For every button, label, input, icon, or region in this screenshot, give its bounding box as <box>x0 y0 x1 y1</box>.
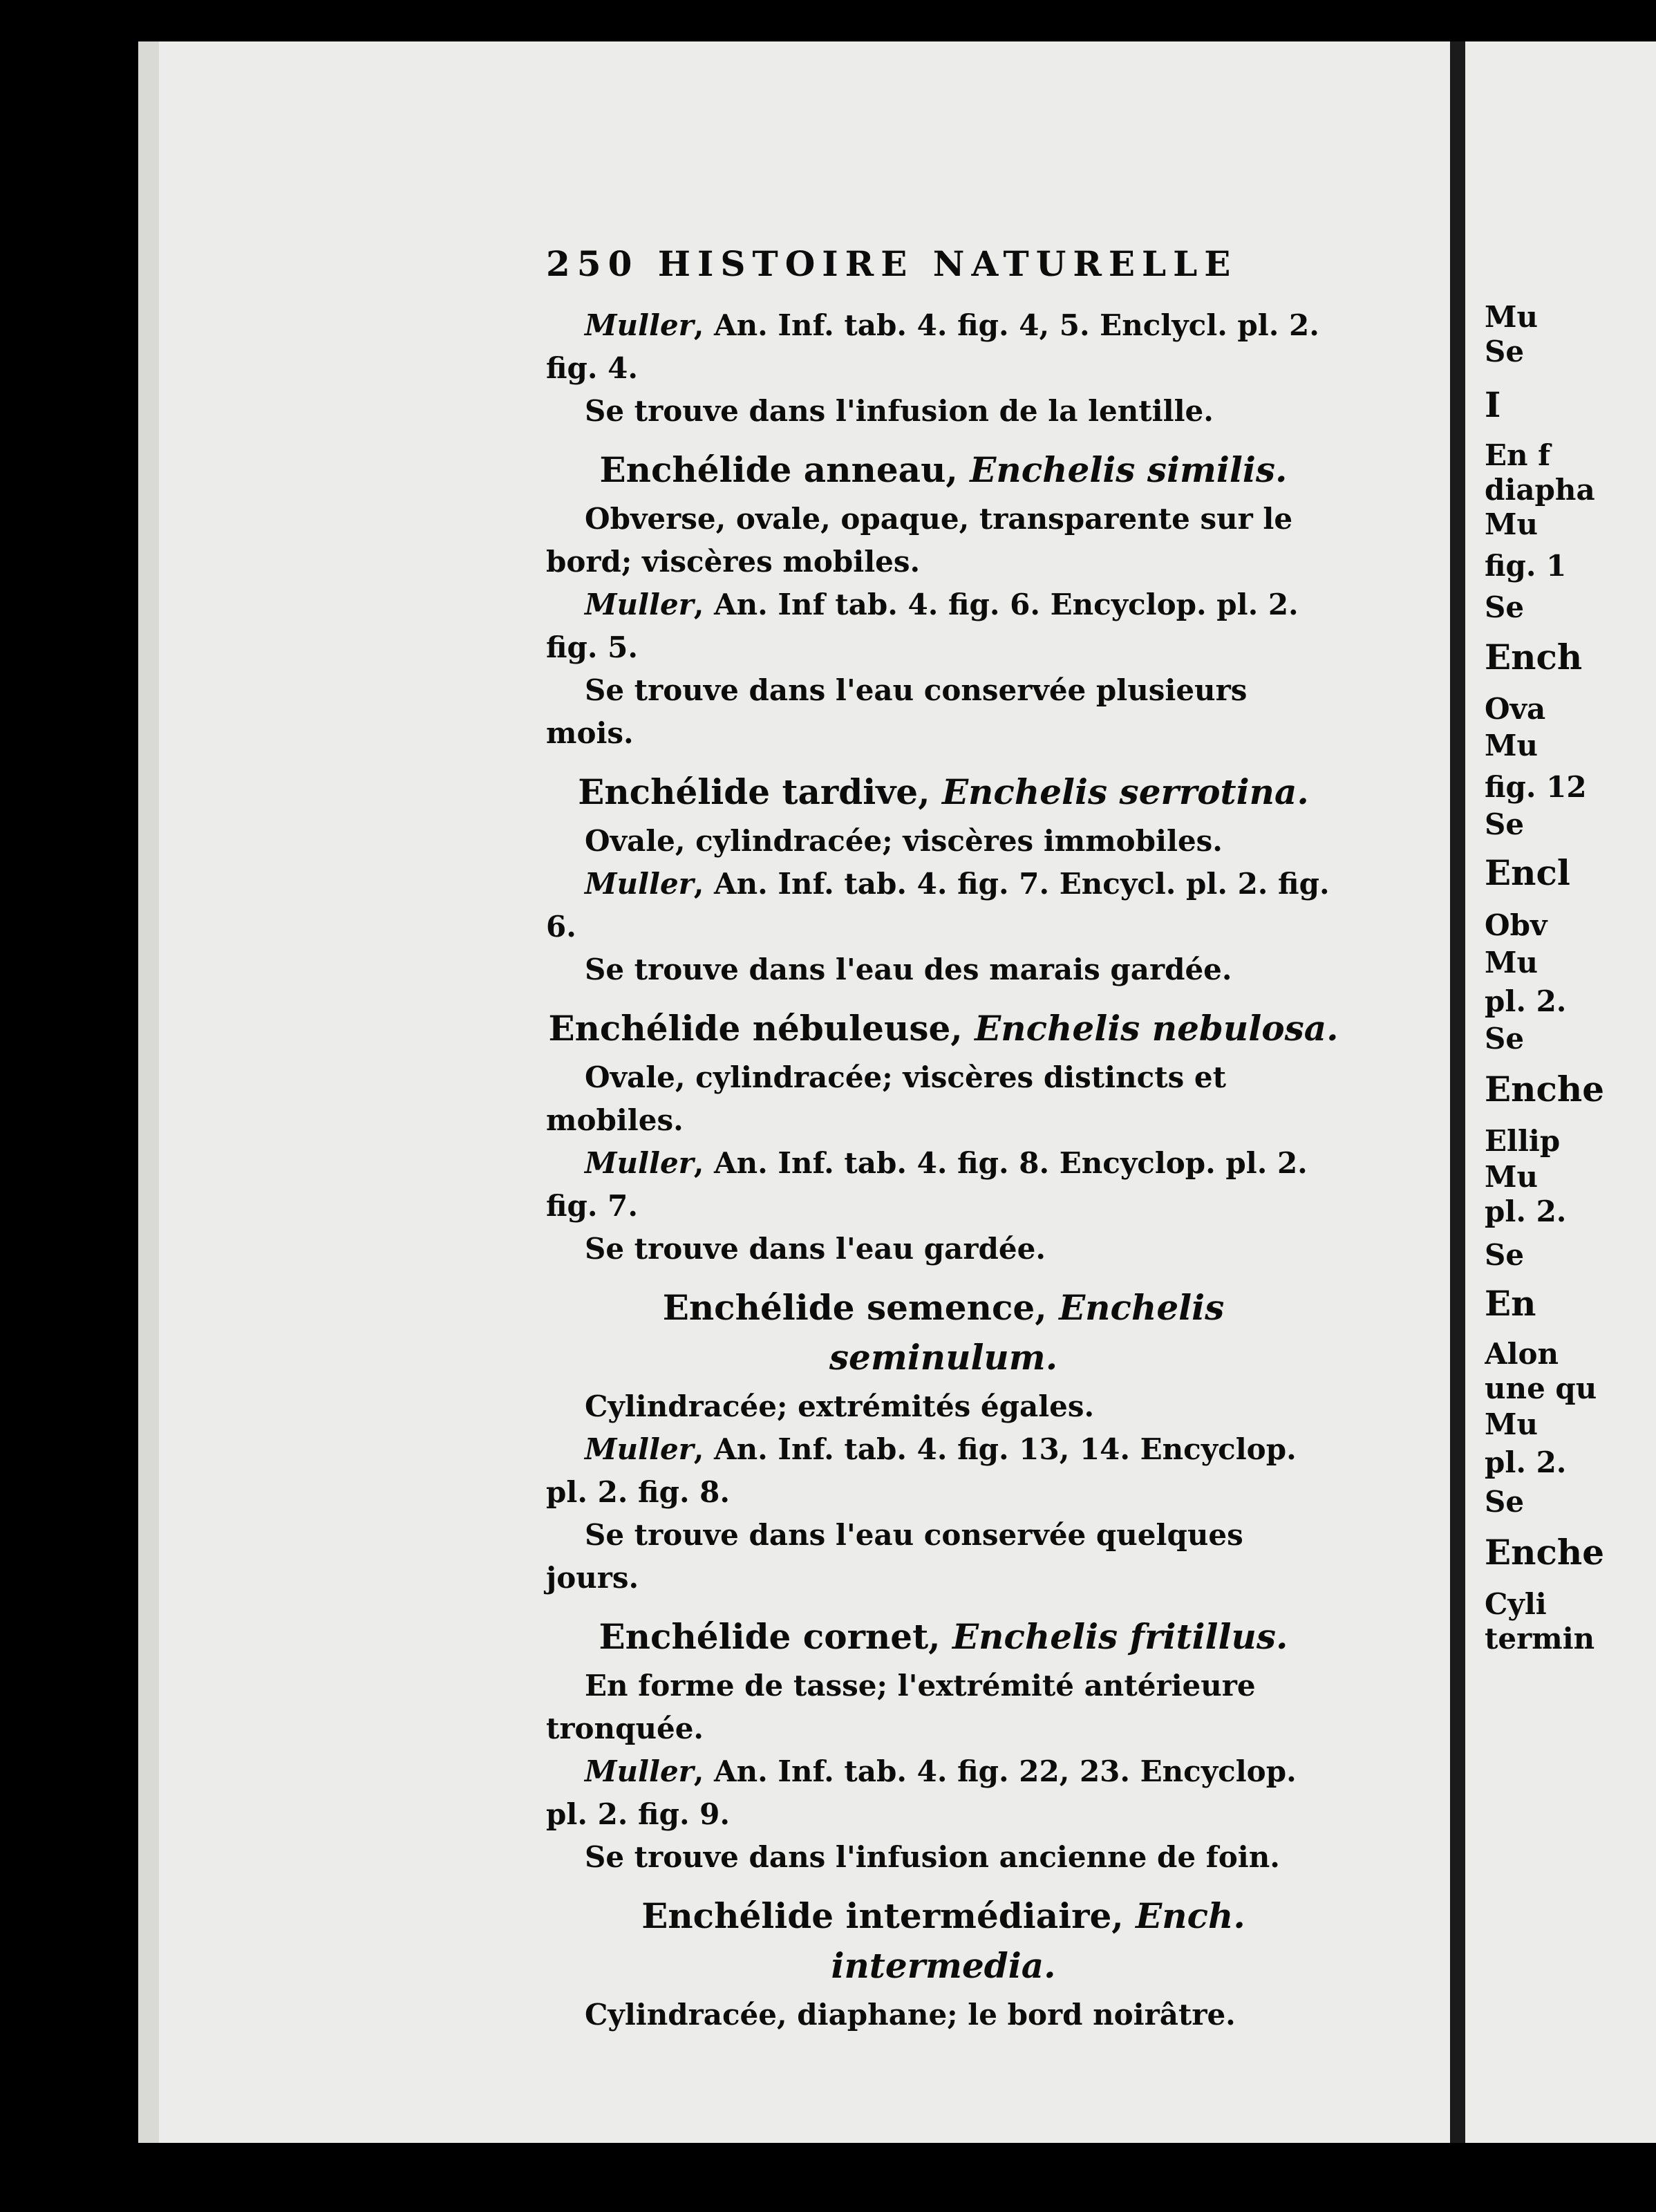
right-page-line: Encl <box>1485 852 1570 893</box>
species-heading <box>546 1612 1341 1662</box>
description: En forme de tasse; l'extrémité antérieure tronquée. <box>546 1669 1256 1745</box>
right-page-line: Enche <box>1485 1532 1605 1573</box>
reference-text: , An. Inf. tab. 4. fig. 4, 5. Enclycl. pl. 2. fig. 4. <box>546 308 1319 385</box>
latin-name: Enchelis nebulosa. <box>975 1008 1339 1049</box>
running-head <box>546 243 1237 284</box>
reference-text: , An. Inf. tab. 4. fig. 22, 23. Encyclop. pl. 2. fig. 9. <box>546 1754 1297 1831</box>
description: Ovale, cylindracée; viscères distincts et mobiles. <box>546 1060 1227 1137</box>
description: Ovale, cylindracée; viscères immobiles. <box>585 824 1223 858</box>
species-heading <box>546 1891 1341 1991</box>
habitat: Se trouve dans l'eau des marais gardée. <box>585 953 1232 986</box>
reference <box>546 583 1341 669</box>
right-page-line: Mu <box>1485 1407 1539 1441</box>
reference <box>546 304 1341 390</box>
right-page-line: termin <box>1485 1622 1595 1656</box>
right-page-line: Se <box>1485 1022 1525 1056</box>
right-page-line: Mu <box>1485 946 1539 980</box>
page-text <box>546 304 1341 2036</box>
right-page-line: Cyli <box>1485 1587 1547 1621</box>
latin-name: Enchelis similis. <box>970 449 1288 490</box>
right-page-line: En f <box>1485 438 1551 472</box>
habitat: Se trouve dans l'infusion ancienne de foin. <box>585 1840 1280 1874</box>
right-page-line: fig. 12 <box>1485 770 1587 804</box>
species-name: Enchélide anneau, <box>599 449 958 490</box>
right-page-line: pl. 2. <box>1485 984 1567 1018</box>
species-heading <box>546 1004 1341 1053</box>
right-page-line: Ench <box>1485 637 1583 677</box>
right-page-line: une qu <box>1485 1371 1597 1405</box>
habitat: Se trouve dans l'eau gardée. <box>585 1232 1046 1266</box>
right-page-line: I <box>1485 384 1501 425</box>
right-page-line: Obv <box>1485 908 1547 942</box>
right-page-line: Mu <box>1485 1160 1539 1194</box>
reference-text: , An. Inf. tab. 4. fig. 8. Encyclop. pl. 2. fig. 7. <box>546 1146 1308 1223</box>
right-page-line: pl. 2. <box>1485 1445 1567 1479</box>
latin-name: Enchelis serrotina. <box>941 771 1309 812</box>
author: Muller <box>585 867 694 901</box>
right-page-line: diapha <box>1485 473 1595 507</box>
species-name: Enchélide nébuleuse, <box>548 1008 963 1049</box>
latin-name: Ench. intermedia. <box>831 1895 1245 1986</box>
latin-name: Enchelis seminulum. <box>829 1287 1225 1378</box>
description: Obverse, ovale, opaque, transparente sur le bord; viscères mobiles. <box>546 502 1293 579</box>
description: Cylindracée, diaphane; le bord noirâtre. <box>585 1998 1236 2032</box>
right-page-line: pl. 2. <box>1485 1194 1567 1228</box>
reference <box>546 1428 1341 1514</box>
habitat: Se trouve dans l'eau conservée plusieurs mois. <box>546 673 1248 750</box>
reference-text: , An. Inf. tab. 4. fig. 7. Encycl. pl. 2. fig. 6. <box>546 867 1330 944</box>
species-name: Enchélide tardive, <box>578 771 930 812</box>
running-head-title: HISTOIRE NATURELLE <box>657 243 1238 284</box>
right-page-line: Alon <box>1485 1337 1559 1371</box>
right-page-line: Enche <box>1485 1069 1605 1109</box>
reference <box>546 1142 1341 1228</box>
page-gutter <box>1450 41 1465 2143</box>
author: Muller <box>585 588 694 621</box>
author: Muller <box>585 1754 694 1788</box>
reference <box>546 863 1341 948</box>
right-page-line: En <box>1485 1283 1536 1324</box>
species-heading <box>546 767 1341 817</box>
species-heading <box>546 445 1341 495</box>
species-name: Enchélide cornet, <box>599 1616 941 1657</box>
author: Muller <box>585 308 694 342</box>
right-page-line: Mu <box>1485 300 1539 334</box>
reference <box>546 1750 1341 1836</box>
right-page-line: Mu <box>1485 729 1539 762</box>
reference-text: , An. Inf tab. 4. fig. 6. Encyclop. pl. 2. fig. 5. <box>546 588 1299 664</box>
author: Muller <box>585 1146 694 1180</box>
right-page-line: fig. 1 <box>1485 549 1567 583</box>
right-page-line: Se <box>1485 807 1525 841</box>
habitat: Se trouve dans l'infusion de la lentille. <box>585 394 1214 428</box>
species-heading <box>546 1283 1341 1382</box>
species-name: Enchélide intermédiaire, <box>641 1895 1124 1936</box>
habitat: Se trouve dans l'eau conservée quelques jours. <box>546 1518 1243 1595</box>
right-page-line: Ova <box>1485 692 1546 726</box>
right-page-line: Ellip <box>1485 1124 1561 1158</box>
right-page-line: Se <box>1485 590 1525 624</box>
right-page-line: Se <box>1485 335 1525 368</box>
description: Cylindracée; extrémités égales. <box>585 1389 1095 1423</box>
species-name: Enchélide semence, <box>662 1287 1047 1328</box>
reference-text: , An. Inf. tab. 4. fig. 13, 14. Encyclop. pl. 2. fig. 8. <box>546 1432 1297 1509</box>
author: Muller <box>585 1432 694 1466</box>
right-page-line: Mu <box>1485 507 1539 541</box>
latin-name: Enchelis fritillus. <box>952 1616 1288 1657</box>
right-page-line: Se <box>1485 1485 1525 1519</box>
right-page-line: Se <box>1485 1238 1525 1272</box>
page-number: 250 <box>546 243 639 284</box>
